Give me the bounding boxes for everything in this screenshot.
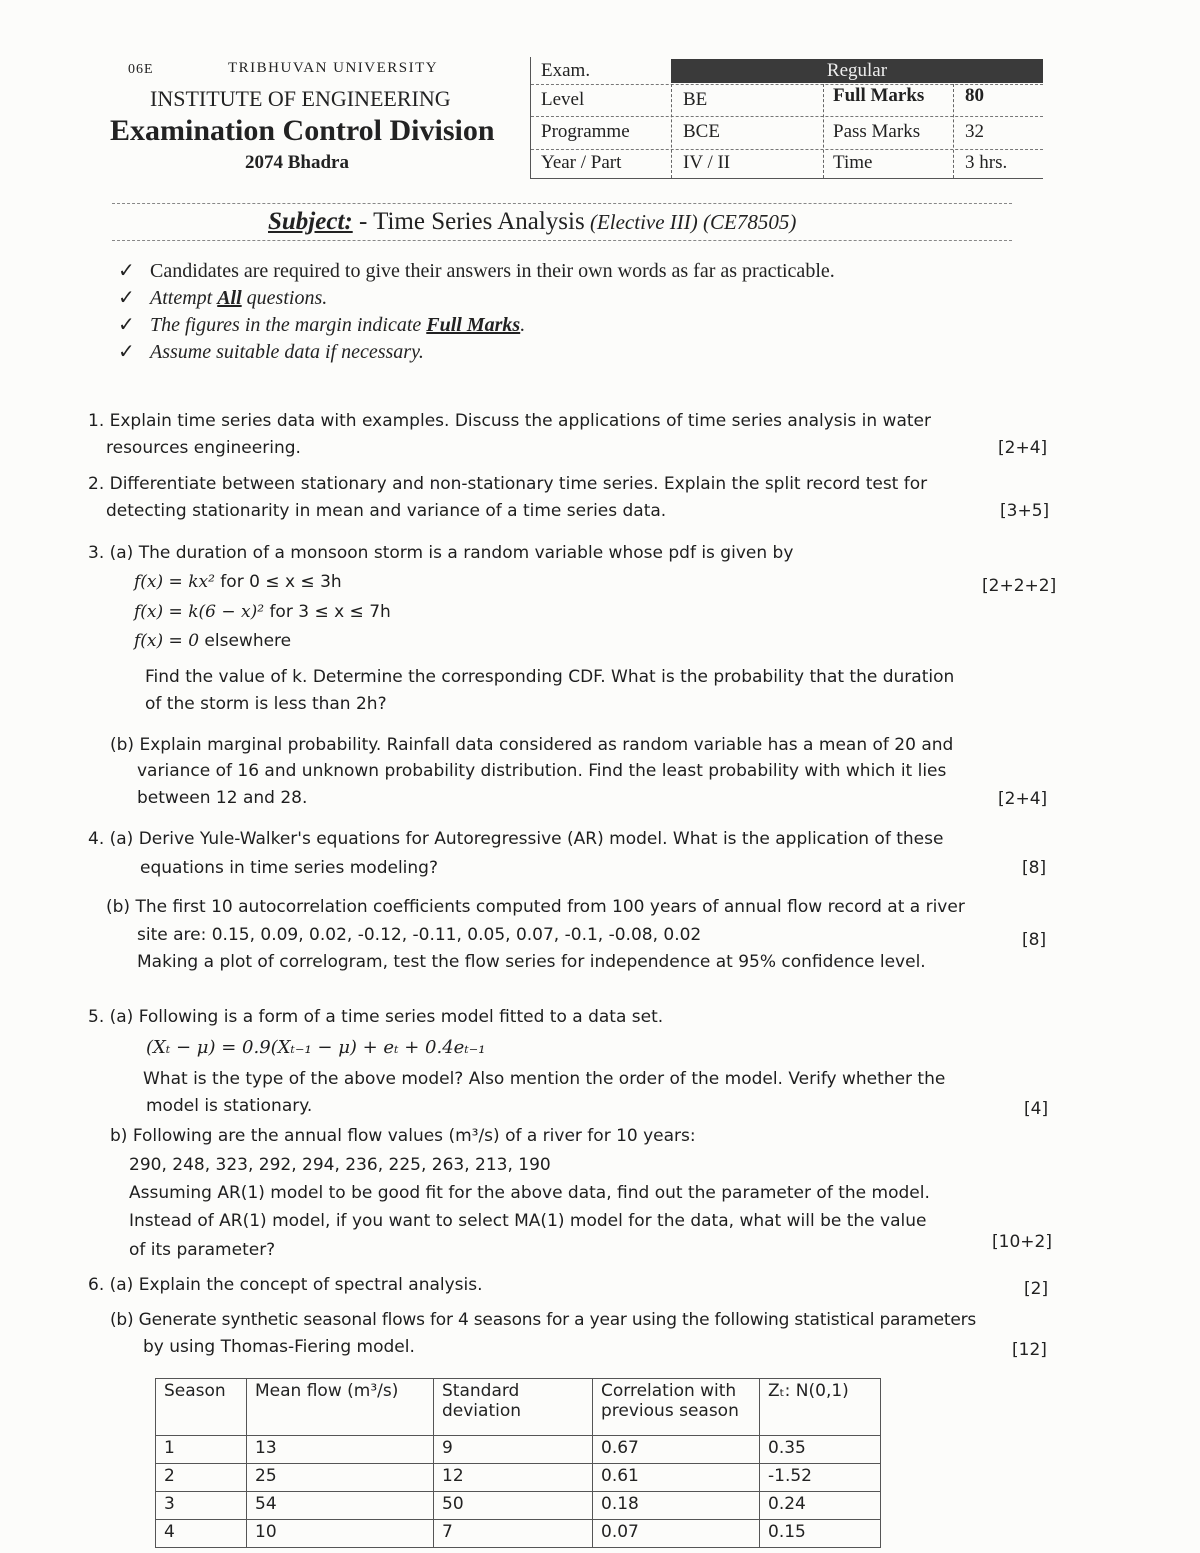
exam-info-table	[530, 57, 1043, 179]
question-3a-marks: [2+2+2]	[982, 576, 1057, 596]
cell-corr: 0.67	[593, 1436, 760, 1464]
instruction-text: .	[520, 314, 526, 336]
table-divider	[531, 116, 1043, 117]
formula-condition: for 0 ≤ x ≤ 3h	[214, 572, 342, 592]
instruction-text: Attempt	[150, 287, 218, 309]
subject-line	[268, 208, 796, 236]
cell-mean: 54	[247, 1492, 434, 1520]
separator-line	[112, 203, 1012, 204]
division-name: Examination Control Division	[110, 114, 495, 147]
instruction-item	[118, 285, 327, 310]
pdf-formula-1	[134, 572, 342, 592]
question-6b-line: by using Thomas-Fiering model.	[143, 1337, 415, 1357]
time-label: Time	[833, 152, 873, 173]
question-6a-line: 6. (a) Explain the concept of spectral analysis.	[88, 1275, 483, 1295]
question-3b-line: between 12 and 28.	[137, 788, 308, 808]
separator-line	[112, 240, 1012, 241]
question-4a-line: equations in time series modeling?	[140, 858, 438, 878]
exam-type-value: Regular	[671, 59, 1043, 83]
instruction-item	[118, 312, 525, 337]
instruction-text: Candidates are required to give their answers in their own words as far as practicable.	[150, 260, 835, 282]
cell-sd: 12	[434, 1464, 593, 1492]
instruction-emphasis: All	[217, 287, 242, 309]
cell-sd: 7	[434, 1520, 593, 1548]
pass-marks-label: Pass Marks	[833, 121, 921, 142]
question-2-line: detecting stationarity in mean and variance of a time series data.	[106, 501, 667, 521]
university-name: TRIBHUVAN UNIVERSITY	[228, 60, 439, 76]
full-marks-label: Full Marks	[833, 85, 925, 106]
table-divider	[823, 84, 824, 178]
year-part-value: IV / II	[683, 152, 731, 173]
level-value: BE	[683, 89, 708, 110]
question-4b-line: (b) The first 10 autocorrelation coefficients computed from 100 years of annual flow record at a river	[106, 897, 965, 917]
instruction-emphasis: Full Marks	[426, 314, 521, 336]
table-row	[156, 1464, 881, 1492]
cell-season: 2	[156, 1464, 247, 1492]
table-row	[156, 1520, 881, 1548]
question-1-line: 1. Explain time series data with examples. Discuss the applications of time series analysis in water	[88, 411, 931, 431]
question-5b-line: Assuming AR(1) model to be good fit for the above data, find out the parameter of the model.	[129, 1183, 930, 1203]
question-5b-line: of its parameter?	[129, 1240, 276, 1260]
table-header-row	[156, 1379, 881, 1436]
cell-mean: 25	[247, 1464, 434, 1492]
formula-math: f(x) = kx²	[134, 572, 215, 592]
question-5a-marks: [4]	[1024, 1099, 1049, 1119]
header-zt: Zₜ: N(0,1)	[760, 1379, 881, 1436]
question-4a-marks: [8]	[1022, 858, 1047, 878]
check-icon: ✓	[118, 314, 135, 336]
cell-mean: 13	[247, 1436, 434, 1464]
cell-corr: 0.61	[593, 1464, 760, 1492]
formula-math: f(x) = k(6 − x)²	[134, 602, 265, 622]
check-icon: ✓	[118, 341, 135, 363]
subject-separator: -	[352, 208, 374, 235]
instruction-item	[118, 339, 424, 364]
exam-session: 2074 Bhadra	[245, 152, 349, 173]
cell-season: 4	[156, 1520, 247, 1548]
cell-corr: 0.07	[593, 1520, 760, 1548]
subject-label: Subject:	[268, 208, 353, 235]
subject-title: Time Series Analysis	[373, 208, 585, 235]
full-marks-value: 80	[965, 85, 984, 106]
header-std-dev: Standard deviation	[434, 1379, 593, 1436]
header-mean-flow: Mean flow (m³/s)	[247, 1379, 434, 1436]
pass-marks-value: 32	[965, 121, 984, 142]
table-divider	[671, 84, 672, 178]
question-3a-line: Find the value of k. Determine the corresponding CDF. What is the probability that the duration	[145, 667, 955, 687]
question-1-line: resources engineering.	[106, 438, 301, 458]
exam-code: 06E	[128, 62, 154, 77]
cell-season: 1	[156, 1436, 247, 1464]
model-equation: (Xₜ − μ) = 0.9(Xₜ₋₁ − μ) + eₜ + 0.4eₜ₋₁	[146, 1037, 486, 1058]
question-6b-line: (b) Generate synthetic seasonal flows for 4 seasons for a year using the following statistical parameters	[110, 1310, 977, 1330]
question-3b-line: (b) Explain marginal probability. Rainfall data considered as random variable has a mean of 20 and	[110, 735, 954, 755]
formula-condition: elsewhere	[199, 631, 292, 651]
cell-zt: -1.52	[760, 1464, 881, 1492]
question-4b-line: Making a plot of correlogram, test the flow series for independence at 95% confidence level.	[137, 952, 926, 972]
institute-name: INSTITUTE OF ENGINEERING	[150, 86, 451, 111]
programme-label: Programme	[541, 121, 630, 142]
question-1-marks: [2+4]	[998, 438, 1048, 458]
time-value: 3 hrs.	[965, 152, 1008, 173]
cell-zt: 0.15	[760, 1520, 881, 1548]
question-3a-line: 3. (a) The duration of a monsoon storm is a random variable whose pdf is given by	[88, 543, 794, 563]
question-5a-line: 5. (a) Following is a form of a time series model fitted to a data set.	[88, 1007, 664, 1027]
table-row	[156, 1492, 881, 1520]
table-divider	[953, 84, 954, 178]
subject-code: (Elective III) (CE78505)	[584, 210, 797, 234]
question-2-line: 2. Differentiate between stationary and non-stationary time series. Explain the split record test for	[88, 474, 928, 494]
question-4b-line: site are: 0.15, 0.09, 0.02, -0.12, -0.11, 0.05, 0.07, -0.1, -0.08, 0.02	[137, 925, 702, 945]
cell-corr: 0.18	[593, 1492, 760, 1520]
exam-label: Exam.	[541, 60, 591, 81]
cell-season: 3	[156, 1492, 247, 1520]
question-5b-marks: [10+2]	[992, 1232, 1052, 1252]
header-correlation: Correlation with previous season	[593, 1379, 760, 1436]
table-row	[156, 1436, 881, 1464]
question-5b-line: Instead of AR(1) model, if you want to select MA(1) model for the data, what will be the value	[129, 1211, 927, 1231]
question-3b-line: variance of 16 and unknown probability distribution. Find the least probability with which it lies	[137, 761, 947, 781]
header-season: Season	[156, 1379, 247, 1436]
cell-zt: 0.24	[760, 1492, 881, 1520]
pdf-formula-3	[134, 631, 291, 651]
question-6b-marks: [12]	[1012, 1340, 1047, 1360]
formula-math: f(x) = 0	[134, 631, 200, 651]
programme-value: BCE	[683, 121, 720, 142]
cell-sd: 50	[434, 1492, 593, 1520]
flow-values: 290, 248, 323, 292, 294, 236, 225, 263, 213, 190	[129, 1155, 551, 1175]
table-divider	[531, 149, 1043, 150]
instruction-item	[118, 258, 835, 283]
level-label: Level	[541, 89, 585, 110]
instruction-text: questions.	[241, 287, 328, 309]
formula-condition: for 3 ≤ x ≤ 7h	[264, 602, 391, 622]
question-4a-line: 4. (a) Derive Yule-Walker's equations for Autoregressive (AR) model. What is the application of these	[88, 829, 944, 849]
season-parameters-table	[155, 1378, 881, 1548]
question-3a-line: of the storm is less than 2h?	[145, 694, 387, 714]
year-part-label: Year / Part	[541, 152, 622, 173]
check-icon: ✓	[118, 287, 135, 309]
instruction-text: Assume suitable data if necessary.	[150, 341, 424, 363]
cell-mean: 10	[247, 1520, 434, 1548]
question-5a-line: model is stationary.	[146, 1096, 313, 1116]
cell-sd: 9	[434, 1436, 593, 1464]
question-4b-marks: [8]	[1022, 930, 1047, 950]
instruction-text: The figures in the margin indicate	[150, 314, 427, 336]
pdf-formula-2	[134, 602, 391, 622]
check-icon: ✓	[118, 260, 135, 282]
question-5b-line: b) Following are the annual flow values (m³/s) of a river for 10 years:	[110, 1126, 696, 1146]
cell-zt: 0.35	[760, 1436, 881, 1464]
question-5a-line: What is the type of the above model? Also mention the order of the model. Verify whether the	[143, 1069, 946, 1089]
question-6a-marks: [2]	[1024, 1279, 1049, 1299]
question-3b-marks: [2+4]	[998, 789, 1048, 809]
question-2-marks: [3+5]	[1000, 501, 1050, 521]
